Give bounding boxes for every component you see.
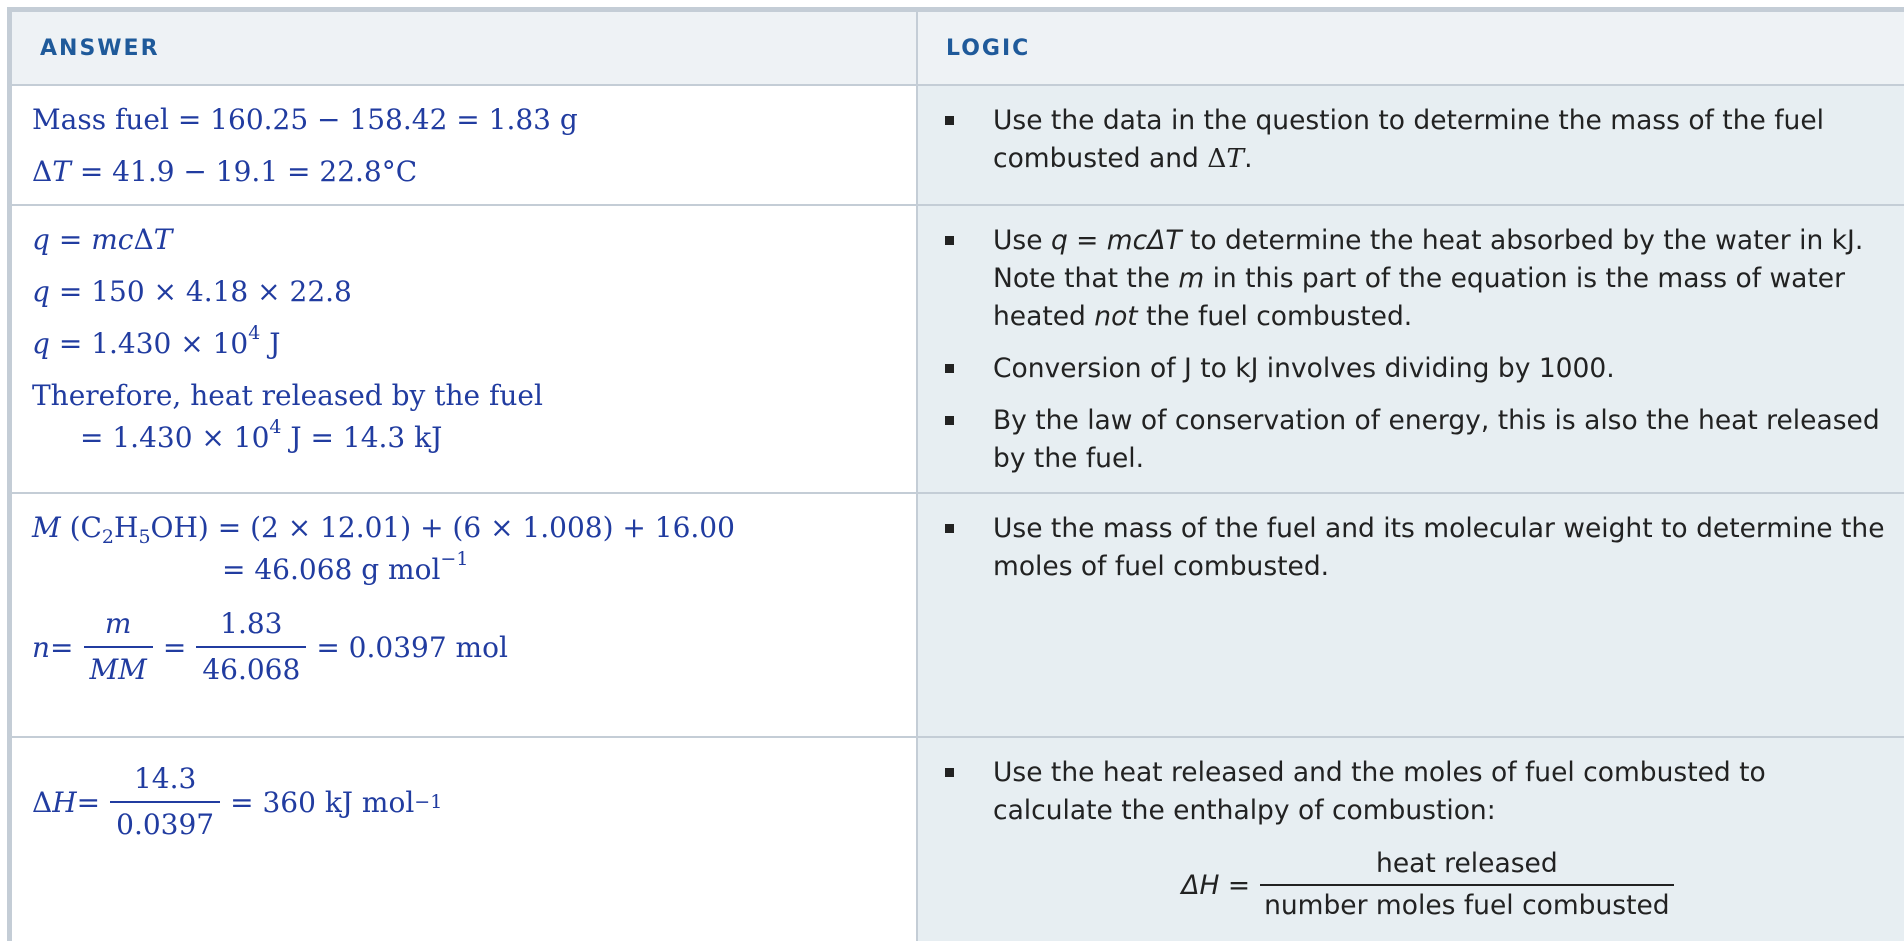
table-row bbox=[11, 85, 1904, 205]
heat-released-line: = $1.430 \times 10^4$ J = 14.3 kJ bbox=[80, 416, 443, 454]
fraction-heat-released-over-moles: $\frac{\text{heat released}}{\text{number moles fuel combusted}}$ bbox=[1260, 844, 1674, 926]
bullet-square-icon bbox=[945, 416, 954, 425]
answer-cell bbox=[11, 493, 917, 737]
logic-cell bbox=[917, 737, 1904, 941]
table-row bbox=[11, 205, 1904, 493]
bullet-square-icon bbox=[945, 364, 954, 373]
answer-header: ANSWER bbox=[11, 11, 917, 85]
bullet-square-icon bbox=[945, 768, 954, 777]
list-item: Use q = mcΔT to determine the heat absorbed by the water in kJ. Note that the m in this part of the equation is the mass of water heated not the fuel combusted. bbox=[938, 222, 1887, 336]
enthalpy-definition-formula: ΔH = $\frac{\text{heat released}}{\text{number moles fuel combusted}}$ bbox=[978, 844, 1887, 926]
q-result-line: $q = 1.430 \times 10^4$ J bbox=[32, 322, 281, 360]
solution-table bbox=[10, 10, 1904, 941]
molar-mass-line: M $(C_2H_5OH) = (2 \times 12.01) + (6 \times 1.008) + 16.00$ bbox=[32, 511, 735, 548]
list-item: Use the data in the question to determine the mass of the fuel combusted and ΔT. bbox=[938, 102, 1887, 178]
moles-equation: n = $\frac{m}{MM}$ = $\frac{1.83}{46.068}$ = 0.0397 mol bbox=[32, 592, 916, 702]
header-row bbox=[11, 11, 1904, 85]
molar-mass-result-line: = 46.068 g mol$^{-1}$ bbox=[222, 548, 469, 586]
answer-cell bbox=[11, 205, 917, 493]
fraction-mass-over-molar-mass: $\frac{1.83}{46.068}$ bbox=[196, 602, 306, 692]
fraction-m-over-mm: $\frac{m}{MM}$ bbox=[84, 602, 153, 692]
q-substitution-line: q = 150 × 4.18 × 22.8 bbox=[32, 275, 352, 308]
q-equation-line: q = mcΔT bbox=[32, 223, 173, 256]
list-item: Conversion of J to kJ involves dividing by 1000. bbox=[938, 350, 1887, 388]
solution-table-frame bbox=[7, 7, 1904, 941]
table-row bbox=[11, 737, 1904, 941]
bullet-square-icon bbox=[945, 236, 954, 245]
mass-fuel-line: Mass fuel = 160.25 − 158.42 = 1.83 g bbox=[32, 103, 578, 136]
bullet-square-icon bbox=[945, 116, 954, 125]
logic-cell bbox=[917, 205, 1904, 493]
bullet-square-icon bbox=[945, 524, 954, 533]
logic-cell bbox=[917, 493, 1904, 737]
therefore-line: Therefore, heat released by the fuel bbox=[32, 379, 543, 412]
answer-cell bbox=[11, 85, 917, 205]
logic-cell bbox=[917, 85, 1904, 205]
logic-header: LOGIC bbox=[917, 11, 1904, 85]
list-item: By the law of conservation of energy, this is also the heat released by the fuel. bbox=[938, 402, 1887, 478]
delta-t-line: ΔT = 41.9 − 19.1 = 22.8°C bbox=[32, 155, 418, 188]
enthalpy-equation: Δ H = $\frac{14.3}{0.0397}$ = 360 kJ mol −1 bbox=[32, 752, 916, 852]
list-item: Use the heat released and the moles of fuel combusted to calculate the enthalpy of combustion: bbox=[938, 754, 1887, 830]
list-item: Use the mass of the fuel and its molecular weight to determine the moles of fuel combusted. bbox=[938, 510, 1887, 586]
answer-cell bbox=[11, 737, 917, 941]
table-row bbox=[11, 493, 1904, 737]
fraction-heat-over-moles: $\frac{14.3}{0.0397}$ bbox=[110, 757, 220, 847]
